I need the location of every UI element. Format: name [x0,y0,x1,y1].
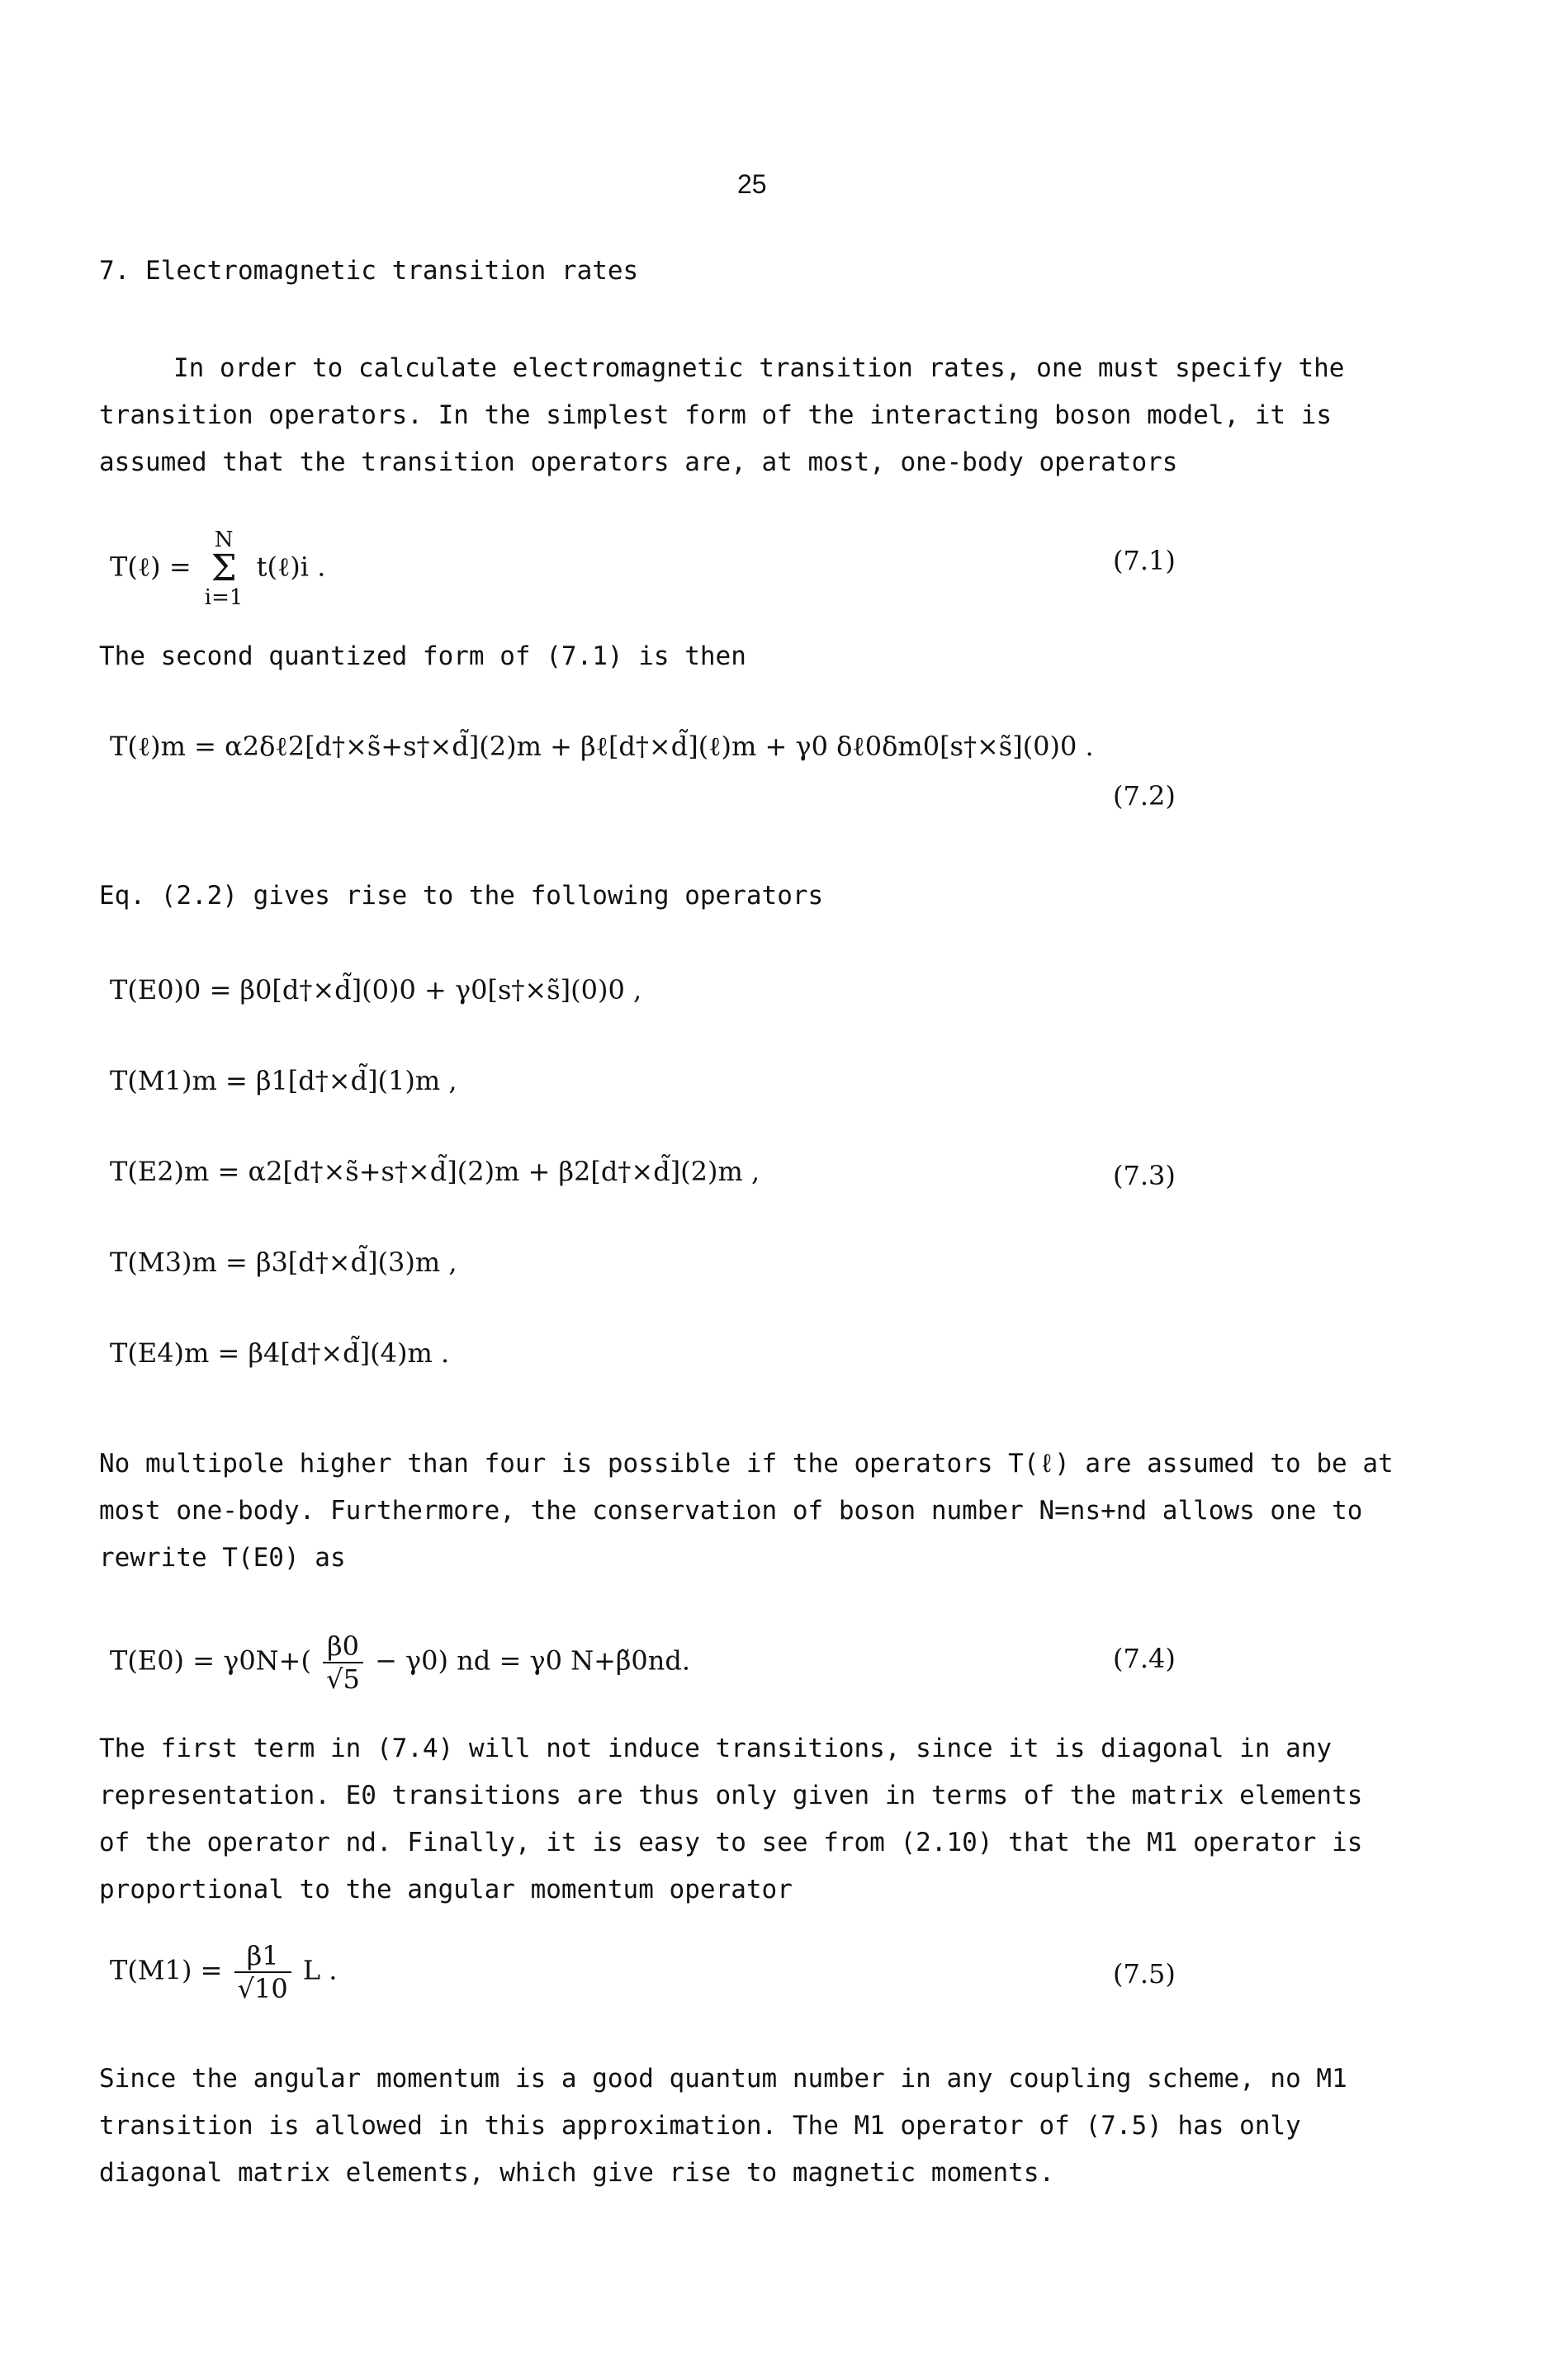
eq71-lhs: T(ℓ) [110,551,161,583]
equation-7-3-line-4: T(M3)m = β3[d†×d̃](3)m , [110,1247,457,1278]
sum-lower-limit: i=1 [204,585,244,610]
paragraph-multipole: No multipole higher than four is possible if the operators T(ℓ) are assumed to be at most one-body. Furthermore, the conservation of boson number N=ns+nd allows one to rewrite T(E0) as [99,1449,1394,1573]
paragraph-intro: In order to calculate electromagnetic transition rates, one must specify the transition operators. In the simplest form of the interacting boson model, it is assumed that the transition operators are, at most, one-body operators [99,353,1345,477]
equation-number-7-2: (7.2) [1113,780,1176,811]
equation-7-1: T(ℓ) = N Σ i=1 t(ℓ)i . [110,528,326,610]
equation-number-7-5: (7.5) [1113,1958,1176,1990]
paragraph-first-term: The first term in (7.4) will not induce transitions, since it is diagonal in any representation. E0 transitions are thus only given in terms of the matrix elements of the operator nd. Finally, it is easy to see from (2.10) that the M1 operator is proportional to the angular momentum operator [99,1734,1363,1904]
section-heading: 7. Electromagnetic transition rates [99,256,639,286]
eq74-rhs: − γ0) nd = γ0 N+β̃0nd. [375,1644,691,1677]
paragraph-conclusion: Since the angular momentum is a good quantum number in any coupling scheme, no M1 transition is allowed in this approximation. The M1 operator of (7.5) has only diagonal matrix elements, which give rise to magnetic moments. [99,2064,1347,2188]
paragraph-second-quantized: The second quantized form of (7.1) is then [99,641,746,671]
eq75-rhs: L . [302,1954,338,1986]
equation-7-3-line-5: T(E4)m = β4[d†×d̃](4)m . [110,1337,450,1369]
equation-7-4 [110,1630,690,1695]
equation-7-3-line-3: T(E2)m = α2[d†×s̃+s†×d̃](2)m + β2[d†×d̃](2)m , [110,1156,760,1187]
equation-7-5 [110,1940,337,2004]
paragraph-eq22: Eq. (2.2) gives rise to the following operators [99,881,824,911]
sum-upper-limit: N [214,528,234,552]
equation-7-3-line-1: T(E0)0 = β0[d†×d̃](0)0 + γ0[s†×s̃](0)0 , [110,974,642,1005]
equation-number-7-3: (7.3) [1113,1160,1176,1191]
eq71-body: t(ℓ)i . [256,551,326,583]
equation-number-7-1: (7.1) [1113,545,1176,576]
eq74-lhs: T(E0) = γ0N+( [110,1644,311,1677]
beta1-over-sqrt10-fraction: $\frac{\beta 1}{√10}$ [234,1940,291,2004]
eq75-lhs: T(M1) = [110,1954,223,1986]
equation-7-3-line-2: T(M1)m = β1[d†×d̃](1)m , [110,1065,457,1096]
equation-number-7-4: (7.4) [1113,1643,1176,1674]
beta0-over-sqrt5-fraction: $\frac{\beta 0}{√5}$ [323,1630,363,1695]
page-number: 25 [737,169,767,199]
summation-sign: N Σ i=1 [204,528,244,610]
equation-7-2: T(ℓ)m = α2δℓ2[d†×s̃+s†×d̃](2)m + βℓ[d†×d̃](ℓ)m + γ0 δℓ0δm0[s†×s̃](0)0 . [110,731,1094,762]
